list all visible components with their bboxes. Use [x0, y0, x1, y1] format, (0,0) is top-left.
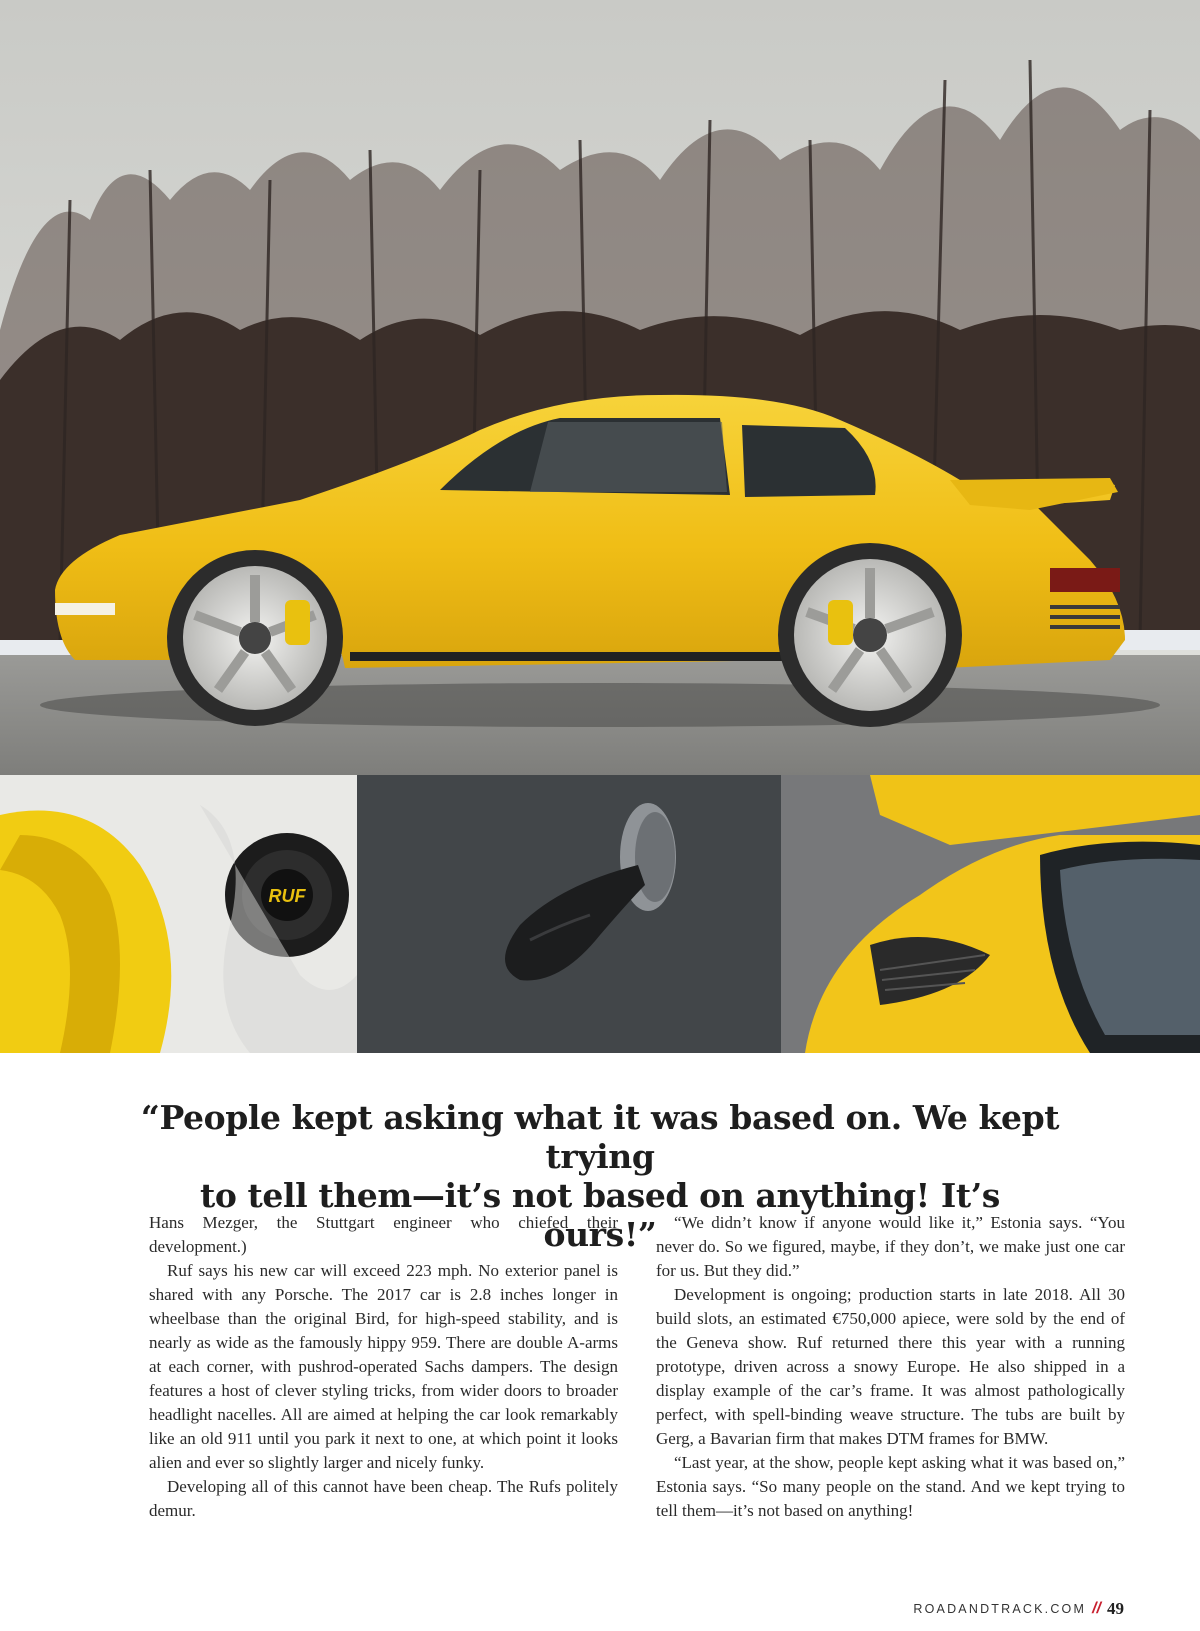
brand-slash-icon: //	[1092, 1600, 1101, 1617]
yellow-sports-car-photo	[0, 0, 1200, 775]
hero-photo	[0, 0, 1200, 775]
badge-text: RUF	[268, 886, 306, 906]
page-folio	[913, 1599, 1124, 1619]
pull-quote-line-2: to tell them—it’s not based on anything! It’s ours!”	[200, 1176, 1000, 1254]
paragraph: Developing all of this cannot have been cheap. The Rufs politely demur.	[149, 1477, 618, 1520]
brake-caliper-wheel-photo	[0, 775, 357, 1053]
paragraph: “We didn’t know if anyone would like it,” Estonia says. “You never do. So we figured, maybe, if they don’t, we make just one car for us. But they did.”	[656, 1213, 1125, 1280]
body-column-right	[656, 1211, 1125, 1523]
body-column-left	[149, 1211, 618, 1523]
door-pull-strap-photo	[357, 775, 781, 1053]
site-url: ROADANDTRACK.COM	[913, 1602, 1087, 1616]
detail-photo-strip	[0, 775, 1200, 1053]
rear-intake-spoiler-photo	[781, 775, 1200, 1053]
paragraph: Hans Mezger, the Stuttgart engineer who chiefed their development.)	[149, 1213, 618, 1256]
page-number: 49	[1107, 1599, 1124, 1618]
paragraph: “Last year, at the show, people kept asking what it was based on,” Estonia says. “So many people on the stand. And we kept trying to tell them—it’s not based on anything!	[656, 1453, 1125, 1520]
paragraph: Ruf says his new car will exceed 223 mph. No exterior panel is shared with any Porsche. The 2017 car is 2.8 inches longer in wheelbase than the original Bird, for high-speed stability, and is nearly as wide as the famously hippy 959. There are double A-arms at each corner, with pushrod-operated Sachs dampers. The design features a host of clever styling tricks, from wider doors to broader headlight nacelles. All are aimed at helping the car look remarkably like an old 911 until you park it next to one, at which point it looks alien and ever so slightly larger and nicely funky.	[149, 1261, 618, 1472]
pull-quote-line-1: “People kept asking what it was based on. We kept trying	[140, 1098, 1060, 1176]
paragraph: Development is ongoing; production starts in late 2018. All 30 build slots, an estimated €750,000 apiece, were sold by the end of the Geneva show. Ruf returned there this year with a running prototype, driven across a snowy Europe. He also shipped in a display example of the car’s frame. It was almost pathologically perfect, with spell-binding weave structure. The tubs are built by Gerg, a Bavarian firm that makes DTM frames for BMW.	[656, 1285, 1125, 1448]
